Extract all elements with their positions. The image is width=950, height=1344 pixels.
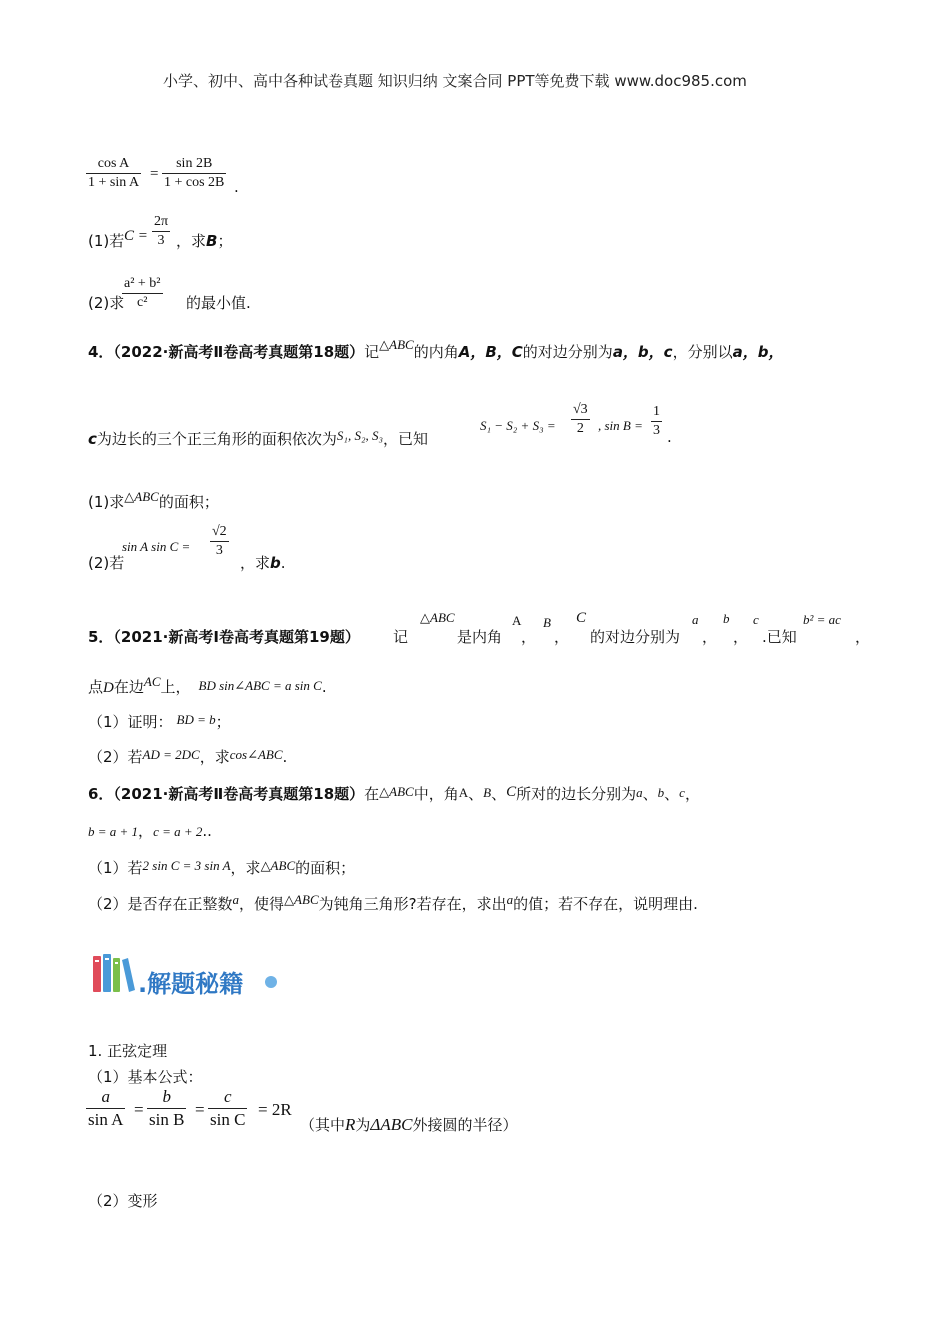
q4-p2-tail [240,552,286,573]
q4-intro-3: 的对边分别为 [522,343,613,361]
q3-p1-end: ； [217,232,233,250]
q4-part1 [88,491,219,512]
q5-l2-mid: 在边 [113,678,144,696]
q5-p2-pre: （2）若 [88,748,143,766]
q5-l2-D: D [103,680,114,696]
q3-p2-den: c² [137,295,148,310]
q5-c: c [753,612,759,627]
q6-p2-tri: △ABC [284,892,319,907]
q4-line2 [88,428,428,449]
q3-eq-rhs-den: 1 + cos 2B [164,175,225,190]
q4-line2-s: S₁, S₂, S₃ [336,428,383,443]
q5-b: b [723,611,730,626]
q4-line2-var: c [88,430,97,448]
q5-l2-on: 上， [160,678,191,696]
q6-l2-eq1: b = a + 1 [88,824,139,839]
note-tri: ΔABC [370,1115,413,1134]
q6-s2: 、 [491,785,507,803]
q3-p1-var: B [206,232,218,250]
books-icon [92,952,136,994]
q5-B: B [543,615,551,630]
q6-l2-end: .. [202,822,212,840]
dot-icon [264,975,278,989]
q6-C: C [506,784,517,800]
sine-law-frac-c [208,1087,247,1130]
q4-sinb: , sin B = [598,418,643,433]
q5-t4: .已知 [762,628,797,646]
q6-part2 [88,893,698,914]
q3-p2-post: 的最小值. [186,294,251,312]
q4-label: 4．（2022·新高考Ⅱ卷高考真题第18题） [88,343,365,361]
secrets-item1: 1. 正弦定理 [88,1042,168,1060]
q4-p2-end: . [280,554,286,572]
q6-s1: 、 [468,785,484,803]
q6-s3: 、 [642,785,658,803]
q4-p2-fraction [210,524,229,559]
q4-vars-2: a，b，c [612,343,673,361]
q5-label: 5．（2021·新高考Ⅰ卷高考真题第19题） [88,628,360,646]
sine-law-2R: = 2R [258,1100,292,1119]
q4-p2-den: 3 [215,543,223,558]
q4-p2-num: √2 [212,524,227,539]
note-post: 外接圆的半径） [412,1116,518,1134]
q6-p2-post: 为钝角三角形?若存在，求出 [318,895,507,913]
q5-l2-pre: 点 [88,678,104,696]
q6-line2 [88,820,212,841]
q5-t1: 记 [393,628,409,646]
q5-A: A [512,613,522,628]
note-R: R [345,1115,356,1134]
sine-law-b: b [162,1087,171,1106]
secrets-title: .解题秘籍 [138,970,244,998]
q5-l2-eq: BD sin∠ABC = a sin C [198,678,322,693]
q5-p2-eq: AD = 2DC [142,747,200,762]
q6-t3: 所对的边长分别为 [516,785,637,803]
q5-t2: 是内角 [457,628,503,646]
q5-a: a [692,612,699,627]
q3-eq-lhs-num: cos A [97,156,130,171]
q4-intro-1: 记 [364,343,380,361]
q5-t3: 的对边分别为 [590,628,681,646]
q6-part1 [88,857,355,878]
q6-p1-eq: 2 sin C = 3 sin A [142,858,231,873]
note-pre: （其中 [300,1116,346,1134]
q3-eq-lhs-fraction [86,156,141,191]
q5-C: C [576,610,587,626]
q3-eq-sign: = [150,166,159,182]
q5-p1-pre: （1）证明： [88,713,173,731]
q6-p2-a: a [232,892,240,907]
q5-p1-eq: BD = b [176,712,216,727]
q4-p1-tri: △ABC [124,489,159,504]
q3-p1-post: ，求 [176,232,207,250]
sine-law-c: c [223,1087,232,1106]
q6-p1-mid: ，求 [230,859,261,877]
q3-p2-fraction [122,276,163,311]
q4-vars-1: A，B，C [458,343,523,361]
q4-line2-known: ，已知 [382,430,428,448]
sine-law-note [300,1114,518,1135]
q5-p2-mid: ，求 [199,748,230,766]
sine-law-sinA: sin A [88,1110,124,1129]
q3-part1 [88,230,124,251]
q6-t2: 中，角 [413,785,459,803]
sine-law-eq1: = [134,1100,144,1119]
q3-p1-lhs: C = [124,228,148,244]
q4-p2-var: b [270,554,281,572]
q6-t1: 在 [364,785,380,803]
q4-intro-2: 的内角 [413,343,459,361]
sine-law-eq2: = [195,1100,205,1119]
q6-l2-sep: ， [138,822,154,840]
q4-line2-text: 为边长的三个正三角形的面积依次为 [96,430,337,448]
q5-eq: b² = ac [803,612,841,627]
q6-p2-end: 的值；若不存在，说明理由. [513,895,698,913]
q4-num1: √3 [573,402,588,417]
q4-intro-4: ，分别以 [672,343,733,361]
q5-part2 [88,746,287,767]
q4-den1: 2 [576,421,584,436]
q6-s5: ， [684,785,700,803]
q3-eq-rhs-num: sin 2B [176,156,213,171]
q4-frac-1-3 [651,404,662,439]
q4-line2-eq: S₁ − S₂ + S₃ = [480,418,556,433]
sine-law-frac-b [147,1087,186,1130]
q3-p1-tail [176,230,232,251]
q5-p2-end: . [282,748,288,766]
q5-line2 [88,676,327,697]
q4-p1-pre: (1)求 [88,493,125,511]
q4-tri: △ABC [379,337,414,352]
q5-c2: ， [554,628,570,646]
q3-p1-num: 2π [154,214,169,229]
q5-p1-end: ； [215,713,231,731]
q6-p1-tri: △ABC [260,858,296,873]
q6-b: b [657,785,665,800]
q5-part1 [88,711,231,732]
q5-c1: ， [521,628,537,646]
q4-p2-pre: (2)若 [88,554,125,572]
q6-B: B [483,785,492,800]
q4-line1 [88,337,784,362]
secrets-sub2: （2）变形 [88,1192,158,1210]
q5-c4: ， [733,628,749,646]
q6-p2-a2: a [506,892,514,907]
q5-tri: △ABC [420,610,455,625]
sine-law-a: a [101,1087,110,1106]
q5-c3: ， [702,628,718,646]
q4-p2-eq: sin A sin C = [122,539,191,554]
q4-vars-3: a，b， [732,343,784,361]
q6-l2-eq2: c = a + 2 [153,824,203,839]
q3-p1-den: 3 [157,233,165,248]
q3-p1-pre: (1)若 [88,232,125,250]
q4-p2-post: ，求 [240,554,271,572]
q3-eq-end: . [234,178,239,196]
q4-den2: 3 [653,423,660,438]
q5-l2-end: . [321,678,327,696]
sine-law-frac-a [86,1087,125,1130]
q6-a: a [636,785,643,800]
q6-c: c [679,785,685,800]
q5-p2-eq2: cos∠ABC [229,747,283,762]
q6-p1-pre: （1）若 [88,859,143,877]
q4-frac-sqrt3 [571,402,590,437]
q5-c5: ， [855,628,871,646]
q3-eq-rhs-fraction [162,156,226,191]
page-header: 小学、初中、高中各种试卷真题 知识归纳 文案合同 PPT等免费下载 www.doc985.com [163,72,747,90]
q6-s4: 、 [664,785,680,803]
q5-l2-AC: AC [143,674,161,689]
note-mid: 为 [355,1116,371,1134]
sine-law-sinC: sin C [210,1110,246,1129]
q6-line1 [88,783,700,804]
sine-law-sinB: sin B [149,1110,185,1129]
q4-p1-post: 的面积； [158,493,219,511]
q6-p1-post: 的面积； [295,859,356,877]
q3-p2-pre: (2)求 [88,294,125,312]
q4-line2-end: . [667,428,672,446]
q6-tri: △ABC [379,784,414,799]
secrets-sub1: （1）基本公式： [88,1068,203,1086]
q3-p1-fraction [152,214,170,249]
q4-num2: 1 [653,404,660,419]
q6-label: 6．（2021·新高考Ⅱ卷高考真题第18题） [88,785,365,803]
q3-eq-lhs-den: 1 + sin A [88,175,140,190]
q6-A: A [458,785,469,800]
q3-p2-num: a² + b² [124,276,161,291]
q6-p2-mid: ，使得 [239,895,285,913]
q6-p2-pre: （2）是否存在正整数 [88,895,233,913]
